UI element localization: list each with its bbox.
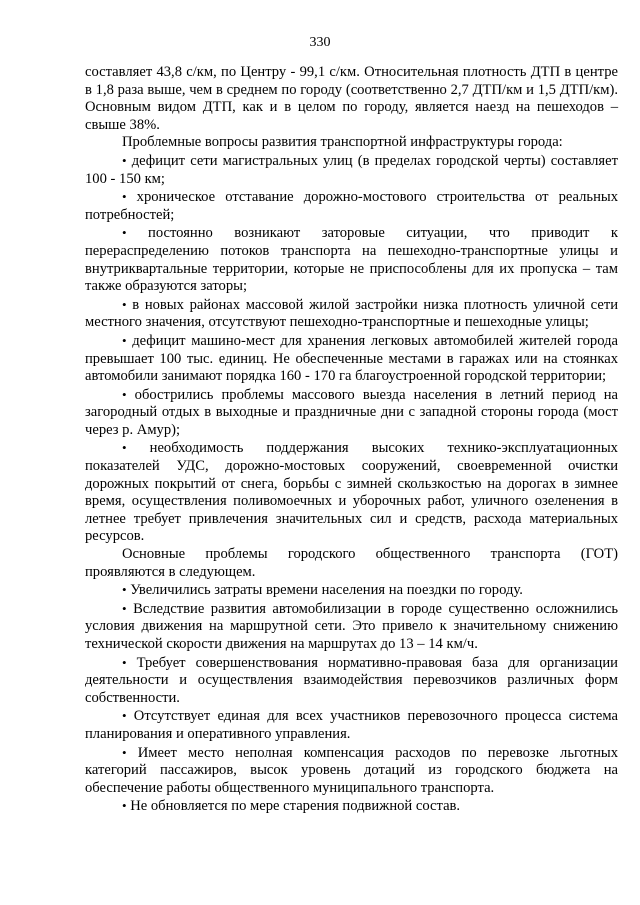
bullet-item — [85, 654, 618, 708]
bullet-icon: • — [122, 189, 127, 205]
bullet-icon: • — [122, 654, 127, 670]
paragraph-text: Увеличились затраты времени населения на поездки по городу. — [130, 582, 523, 599]
bullet-icon: • — [122, 386, 127, 402]
paragraph-text: постоянно возникают заторовые ситуации, что приводит к перераспределению потоков транспорта на пешеходно-транспортные улицы и внутриквартальные территории, которые не приспособлены для их пропуска – там также образуются заторы; — [85, 225, 618, 295]
paragraph-text: дефицит машино-мест для хранения легковых автомобилей жителей города превышает 100 тыс. единиц. Не обеспеченные местами в гаражах или на стоянках автомобили занимают порядка 160 - 170 га благоустроенной городской территории; — [85, 332, 618, 385]
bullet-icon: • — [122, 798, 127, 814]
bullet-icon: • — [122, 225, 127, 241]
paragraph-text: Проблемные вопросы развития транспортной инфраструктуры города: — [122, 134, 563, 151]
paragraph-continuation — [85, 64, 618, 134]
bullet-item — [85, 707, 618, 743]
paragraph-text: Отсутствует единая для всех участников перевозочного процесса система планирования и оперативного управления. — [85, 708, 618, 742]
paragraph — [85, 134, 618, 152]
paragraph-text: Не обновляется по мере старения подвижной состав. — [130, 798, 461, 815]
paragraph-text: Требует совершенствования нормативно-правовая база для организации деятельности и осуществления взаимодействия перевозчиков различных форм собственности. — [85, 654, 618, 706]
bullet-item — [85, 581, 618, 600]
bullet-item — [85, 332, 618, 386]
paragraph-text: необходимость поддержания высоких технико-эксплуатационных показателей УДС, дорожно-мостовых сооружений, своевременной очистки дорожных покрытий от снега, борьбы с зимней скользкостью на дорогах в зимнее время, осуществления поливомоечных и уборочных работ, уличного озеленения в летнее требует привлечения значительных сил и средств, расхода материальных ресурсов. — [85, 440, 618, 545]
page-number: 330 — [309, 35, 331, 50]
paragraph-text: дефицит сети магистральных улиц (в пределах городской черты) составляет 100 - 150 км; — [85, 152, 618, 187]
bullet-item — [85, 797, 618, 816]
bullet-item — [85, 296, 618, 332]
bullet-icon: • — [122, 744, 127, 760]
paragraph-text: в новых районах массовой жилой застройки низка плотность уличной сети местного значения, отсутствуют пешеходно-транспортные и пешеходные улицы; — [85, 296, 619, 331]
bullet-icon: • — [122, 708, 127, 724]
bullet-icon: • — [122, 582, 127, 598]
document-body — [85, 64, 618, 816]
bullet-icon: • — [122, 600, 127, 616]
paragraph-text: Основные проблемы городского общественного транспорта (ГОТ) проявляются в следующем. — [85, 546, 618, 580]
bullet-item — [85, 386, 618, 440]
bullet-item — [85, 188, 618, 224]
paragraph — [85, 546, 618, 581]
bullet-icon: • — [122, 152, 127, 168]
paragraph-text: хроническое отставание дорожно-мостового строительства от реальных потребностей; — [85, 189, 619, 223]
paragraph-text: составляет 43,8 с/км, по Центру - 99,1 с/км. Относительная плотность ДТП в центре в 1,8 раза выше, чем в среднем по городу (соответственно 2,7 ДТП/км и 1,5 ДТП/км). Основным видом ДТП, как и в целом по городу, является наезд на пешеходов – свыше 38%. — [85, 64, 618, 133]
bullet-icon: • — [122, 440, 127, 456]
paragraph-text: Имеет место неполная компенсация расходов по перевозке льготных категорий пассажиров, высок уровень дотаций из городского бюджета на обеспечение работы общественного муниципального транспорта. — [85, 744, 618, 796]
bullet-item — [85, 744, 618, 798]
paragraph-text: Вследствие развития автомобилизации в городе существенно осложнились условия движения на маршрутной сети. Это привело к значительному снижению технической скорости движения на маршрутах до 13 – 14 км/ч. — [85, 600, 619, 652]
bullet-icon: • — [122, 332, 127, 348]
bullet-item — [85, 600, 618, 654]
paragraph-text: обострились проблемы массового выезда населения в летний период на загородный отдых в выходные и праздничные дни с западной стороны города (мост через р. Амур); — [85, 386, 618, 438]
bullet-icon: • — [122, 296, 127, 312]
bullet-item — [85, 439, 618, 546]
bullet-item — [85, 152, 618, 188]
bullet-item — [85, 224, 618, 295]
